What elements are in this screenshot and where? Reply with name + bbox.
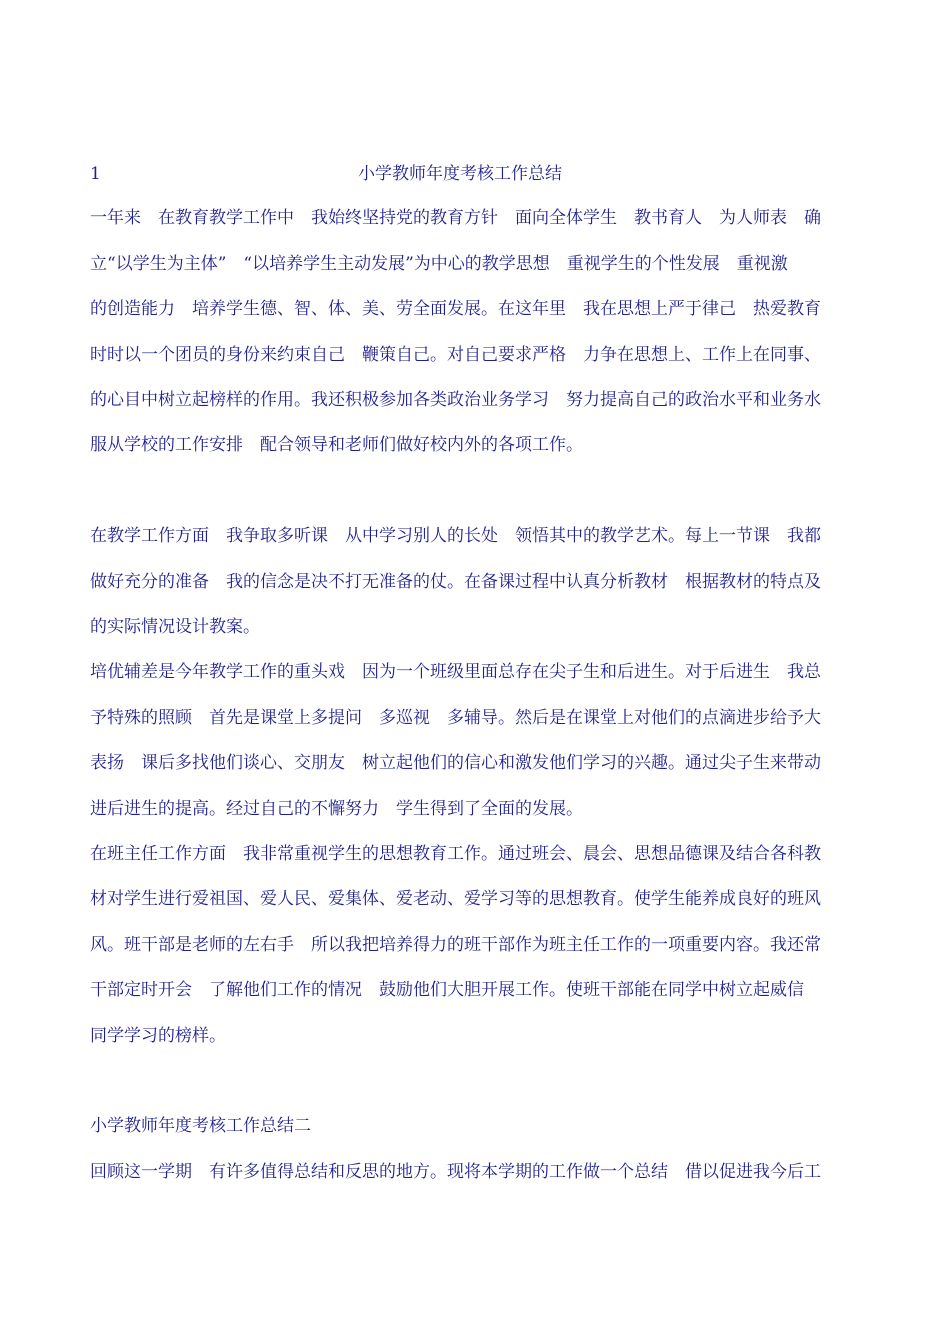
page-number: 1 <box>90 164 101 184</box>
paragraph-line: 一年来 在教育教学工作中 我始终坚持党的教育方针 面向全体学生 教书育人 为人师表 确 <box>90 208 821 228</box>
paragraph-line: 回顾这一学期 有许多值得总结和反思的地方。现将本学期的工作做一个总结 借以促进我今后工 <box>90 1162 821 1182</box>
paragraph-line: 的实际情况设计教案。 <box>90 617 260 637</box>
paragraph-line: 风。班干部是老师的左右手 所以我把培养得力的班干部作为班主任工作的一项重要内容。我还常 <box>90 935 821 955</box>
paragraph-line: 做好充分的准备 我的信念是决不打无准备的仗。在备课过程中认真分析教材 根据教材的特点及 <box>90 572 821 592</box>
paragraph-line: 进后进生的提高。经过自己的不懈努力 学生得到了全面的发展。 <box>90 799 583 819</box>
paragraph-line: 的心目中树立起榜样的作用。我还积极参加各类政治业务学习 努力提高自己的政治水平和业务水 <box>90 390 821 410</box>
paragraph-line: 表扬 课后多找他们谈心、交朋友 树立起他们的信心和激发他们学习的兴趣。通过尖子生来带动 <box>90 753 821 773</box>
paragraph-line: 在班主任工作方面 我非常重视学生的思想教育工作。通过班会、晨会、思想品德课及结合各科教 <box>90 844 821 864</box>
document-title: 小学教师年度考核工作总结 <box>358 164 562 184</box>
paragraph-line: 服从学校的工作安排 配合领导和老师们做好校内外的各项工作。 <box>90 435 583 455</box>
paragraph-line: 干部定时开会 了解他们工作的情况 鼓励他们大胆开展工作。使班干部能在同学中树立起威信 <box>90 980 821 1000</box>
paragraph-line: 材对学生进行爱祖国、爱人民、爱集体、爱老动、爱学习等的思想教育。使学生能养成良好的班风 <box>90 889 821 909</box>
paragraph-line: 予特殊的照顾 首先是课堂上多提问 多巡视 多辅导。然后是在课堂上对他们的点滴进步给予大 <box>90 708 821 728</box>
paragraph-line: 培优辅差是今年教学工作的重头戏 因为一个班级里面总存在尖子生和后进生。对于后进生 我总 <box>90 662 821 682</box>
paragraph-line: 在教学工作方面 我争取多听课 从中学习别人的长处 领悟其中的教学艺术。每上一节课 我都 <box>90 526 821 546</box>
paragraph-line: 的创造能力 培养学生德、智、体、美、劳全面发展。在这年里 我在思想上严于律己 热爱教育 <box>90 299 821 319</box>
section-heading: 小学教师年度考核工作总结二 <box>90 1116 311 1136</box>
paragraph-line: 时时以一个团员的身份来约束自己 鞭策自己。对自己要求严格 力争在思想上、工作上在同事、 <box>90 345 821 365</box>
paragraph-line: 立“以学生为主体” “以培养学生主动发展”为中心的教学思想 重视学生的个性发展 重视激 <box>90 254 788 274</box>
paragraph-line: 同学学习的榜样。 <box>90 1026 226 1046</box>
